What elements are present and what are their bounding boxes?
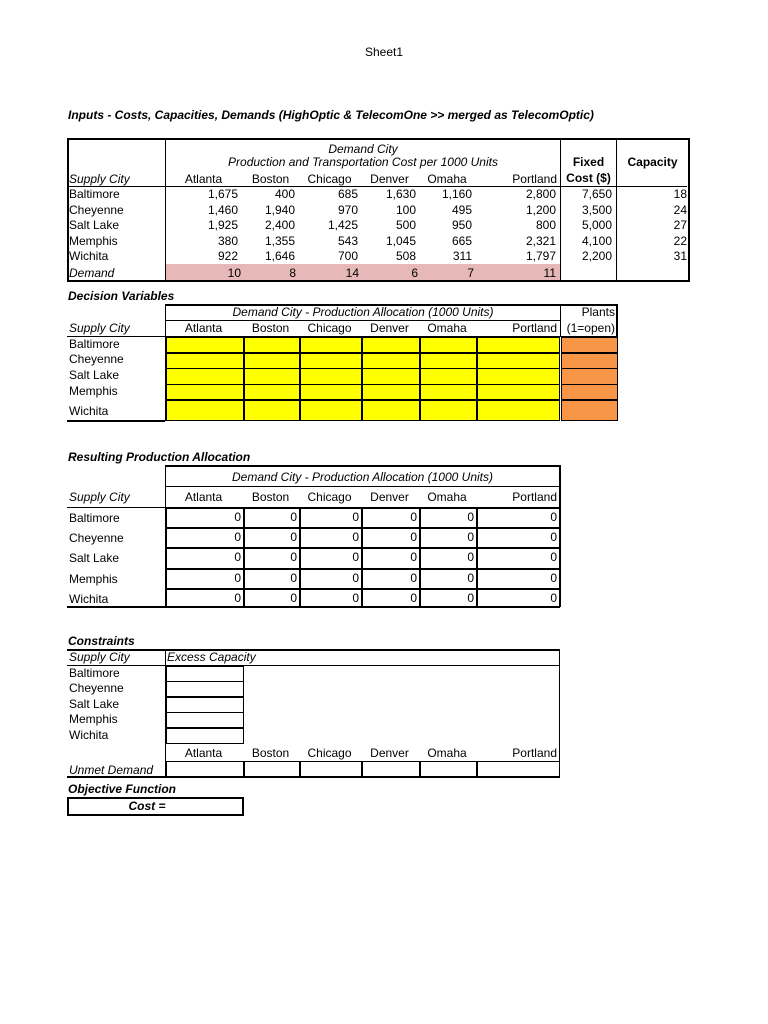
excess-capacity-cell: [166, 681, 244, 697]
result-value: 0: [234, 530, 241, 544]
constraints-col-header-2: Chicago: [307, 746, 352, 760]
cost-cell: 2,400: [264, 218, 295, 232]
allocation-input-cell[interactable]: [300, 337, 362, 353]
cost-cell: 1,460: [207, 203, 238, 217]
cost-cell: 1,425: [327, 218, 358, 232]
plants-header-2: (1=open): [566, 321, 615, 335]
allocation-input-cell[interactable]: [477, 353, 560, 369]
cost-cell: 100: [395, 203, 416, 217]
unmet-demand-cell: [362, 761, 420, 777]
cost-label: Cost =: [128, 799, 166, 813]
constraints-row-city: Cheyenne: [69, 681, 124, 695]
cost-cell: 700: [337, 249, 358, 263]
fixed-cost-cell: 5,000: [581, 218, 612, 232]
result-value: 0: [410, 591, 417, 605]
cost-cell: 1,200: [525, 203, 556, 217]
excess-capacity-cell: [166, 666, 244, 682]
constraints-col-header-5: Portland: [512, 746, 557, 760]
unmet-demand-cell: [166, 761, 244, 777]
decision-row-city: Cheyenne: [69, 352, 124, 366]
demand-value-cell: 8: [289, 266, 296, 280]
decision-col-header-1: Boston: [251, 321, 290, 335]
cost-cell: 665: [451, 234, 472, 248]
allocation-input-cell[interactable]: [362, 353, 420, 369]
result-col-header-0: Atlanta: [184, 490, 223, 504]
result-value: 0: [290, 550, 297, 564]
cost-cell: 380: [217, 234, 238, 248]
decision-row-city: Salt Lake: [69, 368, 120, 382]
cost-cell: 800: [535, 218, 556, 232]
cost-cell: 2,800: [525, 187, 556, 201]
result-value: 0: [550, 591, 557, 605]
result-col-header-1: Boston: [251, 490, 290, 504]
result-value: 0: [410, 530, 417, 544]
constraints-col-header-1: Boston: [251, 746, 290, 760]
decision-col-header-5: Portland: [512, 321, 557, 335]
cost-cell: 2,321: [525, 234, 556, 248]
allocation-input-cell[interactable]: [477, 384, 560, 400]
result-value: 0: [234, 591, 241, 605]
excess-capacity-cell: [166, 697, 244, 713]
result-value: 0: [352, 571, 359, 585]
decision-section-title: Decision Variables: [68, 289, 175, 303]
unmet-demand-cell: [477, 761, 560, 777]
inputs-row-city: Cheyenne: [69, 203, 124, 217]
allocation-input-cell[interactable]: [244, 337, 300, 353]
result-value: 0: [467, 530, 474, 544]
capacity-cell: 27: [673, 218, 687, 232]
constraints-col-header-0: Atlanta: [184, 746, 223, 760]
decision-col-header-0: Atlanta: [184, 321, 223, 335]
constraints-row-city: Memphis: [69, 712, 118, 726]
allocation-input-cell[interactable]: [362, 368, 420, 385]
decision-row-city: Wichita: [69, 404, 109, 418]
decision-col-header-2: Chicago: [307, 321, 352, 335]
cost-cell: 400: [274, 187, 295, 201]
allocation-input-cell[interactable]: [420, 337, 477, 353]
demand-value-cell: 14: [345, 266, 359, 280]
result-col-header-4: Omaha: [427, 490, 467, 504]
cost-cell: 1,646: [264, 249, 295, 263]
unmet-demand-cell: [300, 761, 362, 777]
result-value: 0: [550, 530, 557, 544]
result-value: 0: [550, 510, 557, 524]
allocation-input-cell[interactable]: [420, 368, 477, 385]
result-row-city: Wichita: [69, 592, 109, 606]
cost-cell: 970: [337, 203, 358, 217]
excess-capacity-cell: [166, 712, 244, 728]
allocation-input-cell[interactable]: [244, 368, 300, 385]
capacity-header: Capacity: [627, 155, 678, 169]
fixed-cost-cell: 3,500: [581, 203, 612, 217]
demand-value-cell: 11: [543, 266, 556, 280]
allocation-input-cell[interactable]: [300, 400, 362, 421]
plant-open-input-cell[interactable]: [561, 368, 618, 385]
objective-section-title: Objective Function: [68, 782, 177, 796]
decision-row-city: Memphis: [69, 384, 118, 398]
allocation-input-cell[interactable]: [300, 353, 362, 369]
cost-cell: 1,045: [385, 234, 416, 248]
result-value: 0: [290, 571, 297, 585]
allocation-input-cell[interactable]: [166, 368, 244, 385]
decision-col-header-4: Omaha: [427, 321, 467, 335]
constraints-col-header-3: Denver: [370, 746, 409, 760]
inputs-row-city: Baltimore: [69, 187, 120, 201]
result-value: 0: [234, 571, 241, 585]
allocation-input-cell[interactable]: [244, 400, 300, 421]
cost-cell: 311: [452, 249, 472, 263]
result-value: 0: [352, 591, 359, 605]
sheet-title: Sheet1: [364, 45, 404, 59]
allocation-input-cell[interactable]: [300, 384, 362, 400]
allocation-input-cell[interactable]: [477, 368, 560, 385]
result-row-city: Salt Lake: [69, 551, 120, 565]
result-value: 0: [290, 591, 297, 605]
capacity-cell: 24: [673, 203, 687, 217]
cost-cell: 1,160: [441, 187, 472, 201]
fixed-cost-cell: 4,100: [581, 234, 612, 248]
result-value: 0: [410, 550, 417, 564]
plants-header-1: Plants: [581, 305, 615, 319]
capacity-cell: 31: [673, 249, 687, 263]
demand-value-cell: 7: [467, 266, 474, 280]
allocation-input-cell[interactable]: [477, 337, 560, 353]
allocation-input-cell[interactable]: [362, 384, 420, 400]
plant-open-input-cell[interactable]: [561, 384, 618, 400]
unmet-demand-cell: [420, 761, 477, 777]
inputs-row-city: Memphis: [69, 234, 118, 248]
cost-cell: 685: [337, 187, 358, 201]
result-value: 0: [352, 550, 359, 564]
result-value: 0: [234, 510, 241, 524]
fixed-cost-header-2: Cost ($): [566, 171, 611, 185]
cost-cell[interactable]: [67, 797, 244, 816]
cost-cell: 922: [217, 249, 238, 263]
result-section-title: Resulting Production Allocation: [68, 450, 251, 464]
inputs-section-title: Inputs - Costs, Capacities, Demands (HighOptic & TelecomOne >> merged as TelecomOptic): [68, 108, 594, 122]
result-value: 0: [410, 510, 417, 524]
allocation-input-cell[interactable]: [166, 384, 244, 400]
result-value: 0: [467, 550, 474, 564]
fixed-cost-cell: 2,200: [581, 249, 612, 263]
allocation-input-cell[interactable]: [166, 337, 244, 353]
cost-cell: 1,675: [207, 187, 238, 201]
result-value: 0: [352, 510, 359, 524]
allocation-input-cell[interactable]: [477, 400, 560, 421]
allocation-input-cell[interactable]: [362, 400, 420, 421]
unmet-demand-cell: [244, 761, 300, 777]
demand-label: Demand: [69, 266, 115, 280]
cost-cell: 1,630: [385, 187, 416, 201]
cost-cell: 1,355: [264, 234, 295, 248]
constraints-col-header-4: Omaha: [427, 746, 467, 760]
constraints-row-city: Baltimore: [69, 666, 120, 680]
inputs-col-header-3: Denver: [370, 172, 409, 186]
result-value: 0: [550, 550, 557, 564]
excess-capacity-label: Excess Capacity: [167, 650, 256, 664]
result-col-header-3: Denver: [370, 490, 409, 504]
capacity-cell: 18: [673, 187, 687, 201]
result-value: 0: [467, 510, 474, 524]
excess-capacity-cell: [166, 728, 244, 744]
inputs-header-line2: Production and Transportation Cost per 1000 Units: [228, 155, 498, 169]
result-value: 0: [234, 550, 241, 564]
constraints-row-city: Salt Lake: [69, 697, 120, 711]
result-row-city: Memphis: [69, 572, 118, 586]
constraints-section-title: Constraints: [68, 634, 135, 648]
fixed-cost-header-1: Fixed: [572, 155, 605, 169]
cost-cell: 500: [395, 218, 416, 232]
cost-cell: 1,925: [207, 218, 238, 232]
result-header: Demand City - Production Allocation (1000 Units): [231, 470, 493, 484]
inputs-col-header-1: Boston: [251, 172, 290, 186]
result-supply-city-label: Supply City: [69, 490, 130, 504]
result-value: 0: [290, 510, 297, 524]
result-value: 0: [410, 571, 417, 585]
result-value: 0: [550, 571, 557, 585]
result-value: 0: [352, 530, 359, 544]
cost-cell: 1,797: [525, 249, 556, 263]
plant-open-input-cell[interactable]: [561, 337, 618, 353]
constraints-row-city: Wichita: [69, 728, 109, 742]
cost-cell: 495: [451, 203, 472, 217]
demand-value-cell: 6: [411, 266, 418, 280]
inputs-supply-city-label: Supply City: [69, 172, 130, 186]
allocation-input-cell[interactable]: [420, 384, 477, 400]
inputs-header-line1: Demand City: [328, 142, 398, 156]
unmet-demand-label: Unmet Demand: [69, 763, 154, 777]
allocation-input-cell[interactable]: [362, 337, 420, 353]
decision-col-header-3: Denver: [370, 321, 409, 335]
plant-open-input-cell[interactable]: [561, 353, 618, 369]
result-value: 0: [290, 530, 297, 544]
allocation-input-cell[interactable]: [244, 384, 300, 400]
result-col-header-2: Chicago: [307, 490, 352, 504]
cost-cell: 508: [395, 249, 416, 263]
inputs-col-header-4: Omaha: [427, 172, 467, 186]
inputs-col-header-0: Atlanta: [184, 172, 223, 186]
decision-supply-city-label: Supply City: [69, 321, 130, 335]
inputs-col-header-2: Chicago: [307, 172, 352, 186]
allocation-input-cell[interactable]: [420, 353, 477, 369]
result-row-city: Cheyenne: [69, 531, 124, 545]
cost-cell: 950: [451, 218, 472, 232]
decision-row-city: Baltimore: [69, 337, 120, 351]
demand-value-cell: 10: [227, 266, 241, 280]
inputs-row-city: Salt Lake: [69, 218, 120, 232]
result-value: 0: [467, 591, 474, 605]
inputs-row-city: Wichita: [69, 249, 109, 263]
plant-open-input-cell[interactable]: [561, 400, 618, 421]
constraints-supply-city-label: Supply City: [69, 650, 130, 664]
fixed-cost-cell: 7,650: [581, 187, 612, 201]
allocation-input-cell[interactable]: [166, 400, 244, 421]
inputs-col-header-5: Portland: [512, 172, 557, 186]
allocation-input-cell[interactable]: [300, 368, 362, 385]
result-col-header-5: Portland: [512, 490, 557, 504]
allocation-input-cell[interactable]: [244, 353, 300, 369]
capacity-cell: 22: [673, 234, 687, 248]
allocation-input-cell[interactable]: [420, 400, 477, 421]
cost-cell: 1,940: [264, 203, 295, 217]
cost-cell: 543: [337, 234, 358, 248]
result-value: 0: [467, 571, 474, 585]
allocation-input-cell[interactable]: [166, 353, 244, 369]
decision-header: Demand City - Production Allocation (1000 Units): [232, 305, 494, 319]
result-row-city: Baltimore: [69, 511, 120, 525]
